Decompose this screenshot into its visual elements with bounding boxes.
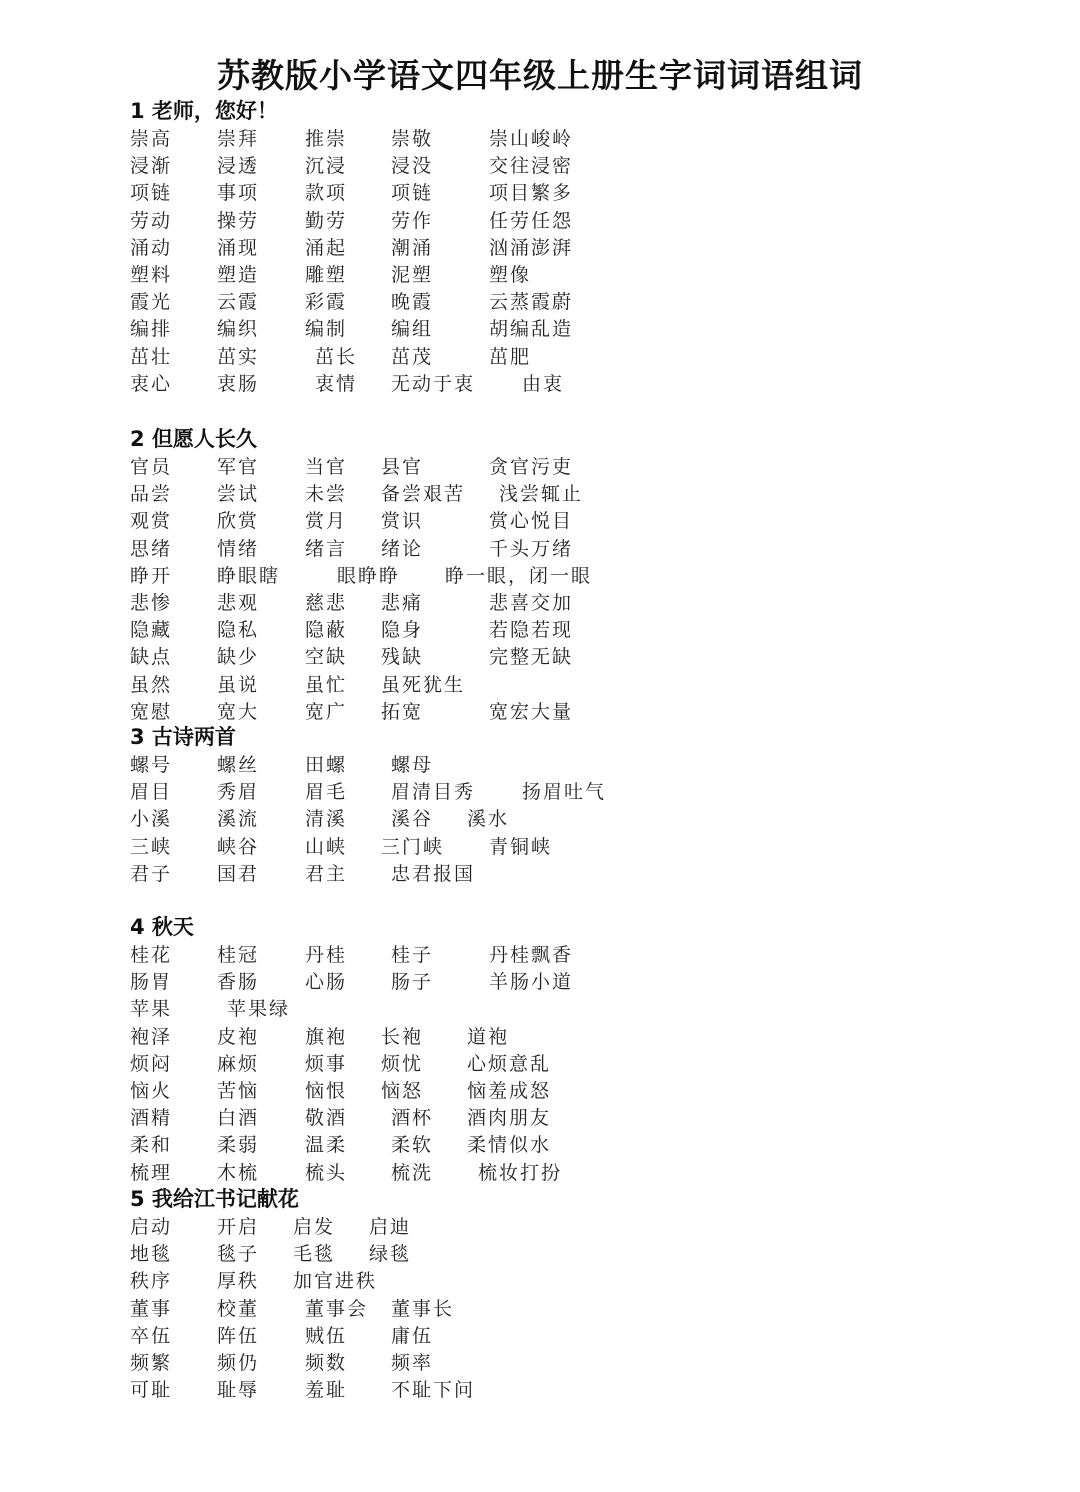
vocabulary-word: 欣赏	[217, 510, 260, 533]
vocabulary-word: 频率	[391, 1351, 434, 1374]
vocabulary-word: 勤劳	[305, 209, 348, 232]
vocabulary-word: 空缺	[305, 646, 348, 669]
vocabulary-word: 麻烦	[217, 1052, 260, 1075]
vocabulary-word: 阵伍	[217, 1324, 260, 1347]
word-row	[130, 1241, 412, 1268]
lesson-heading: 1 老师，您好！	[130, 99, 278, 123]
vocabulary-word: 丹桂飘香	[489, 944, 574, 966]
vocabulary-word: 梳头	[305, 1161, 348, 1184]
word-row	[130, 644, 574, 671]
vocabulary-word: 宽大	[217, 700, 260, 723]
lesson-section	[130, 912, 574, 1187]
vocabulary-word: 董事	[130, 1297, 173, 1320]
vocabulary-word: 恼火	[130, 1079, 173, 1102]
vocabulary-word: 肠胃	[130, 971, 173, 994]
word-row	[130, 779, 607, 806]
vocabulary-word: 崇高	[130, 128, 173, 150]
vocabulary-word: 云蒸霞蔚	[489, 291, 574, 314]
vocabulary-word: 长袍	[381, 1025, 424, 1048]
vocabulary-word: 赏识	[381, 510, 424, 533]
vocabulary-word: 频仍	[217, 1351, 260, 1374]
vocabulary-word: 泥塑	[391, 263, 434, 286]
vocabulary-word: 浸没	[391, 155, 434, 178]
vocabulary-word: 涌现	[217, 236, 260, 259]
vocabulary-word: 眉清目秀	[391, 781, 476, 804]
vocabulary-word: 任劳任怨	[489, 209, 574, 232]
word-row	[130, 806, 510, 833]
vocabulary-word: 溪流	[217, 808, 260, 831]
word-row	[130, 208, 574, 235]
word-row	[130, 508, 574, 535]
vocabulary-word: 沉浸	[305, 155, 348, 178]
vocabulary-word: 宽宏大量	[489, 700, 574, 723]
vocabulary-word: 恼羞成怒	[467, 1079, 552, 1102]
vocabulary-word: 塑造	[217, 263, 260, 286]
vocabulary-word: 虽忙	[305, 673, 348, 696]
vocabulary-word: 缺少	[217, 646, 260, 669]
vocabulary-word: 耻辱	[217, 1379, 260, 1402]
vocabulary-word: 浸渐	[130, 155, 173, 178]
vocabulary-word: 烦忧	[381, 1052, 424, 1075]
vocabulary-word: 千头万绪	[489, 537, 574, 560]
word-row	[130, 1105, 552, 1132]
word-row	[130, 371, 565, 398]
vocabulary-word: 睁一眼，闭一眼	[445, 564, 593, 587]
word-row	[130, 126, 574, 153]
vocabulary-word: 恼怒	[381, 1079, 424, 1102]
vocabulary-word: 溪谷	[391, 808, 434, 831]
vocabulary-word: 秀眉	[217, 781, 260, 804]
vocabulary-word: 峡谷	[217, 835, 260, 858]
vocabulary-word: 启发	[293, 1216, 336, 1238]
word-row	[130, 262, 532, 289]
word-row	[130, 180, 574, 207]
vocabulary-word: 皮袍	[217, 1025, 260, 1048]
vocabulary-word: 缺点	[130, 646, 173, 669]
vocabulary-word: 频繁	[130, 1351, 173, 1374]
word-row	[130, 153, 574, 180]
vocabulary-word: 地毯	[130, 1243, 173, 1266]
lesson-heading: 4 秋天	[130, 915, 194, 939]
vocabulary-word: 情绪	[217, 537, 260, 560]
vocabulary-word: 睁眼瞎	[217, 564, 281, 587]
vocabulary-word: 悲痛	[381, 591, 424, 614]
vocabulary-word: 敬酒	[305, 1107, 348, 1130]
word-row	[130, 1160, 563, 1187]
vocabulary-word: 山峡	[305, 835, 348, 858]
vocabulary-word: 隐藏	[130, 619, 173, 642]
word-row	[130, 235, 574, 262]
word-row	[130, 617, 574, 644]
vocabulary-word: 无动于衷	[391, 372, 476, 395]
vocabulary-word: 茁实	[217, 345, 260, 368]
vocabulary-word: 贼伍	[305, 1324, 348, 1347]
vocabulary-word: 眉毛	[305, 781, 348, 804]
vocabulary-word: 梳洗	[391, 1161, 434, 1184]
vocabulary-word: 眉目	[130, 781, 173, 804]
vocabulary-word: 启迪	[369, 1216, 412, 1238]
vocabulary-word: 茁长	[315, 345, 358, 368]
vocabulary-word: 厚秩	[217, 1270, 260, 1293]
vocabulary-word: 浅尝辄止	[499, 483, 584, 506]
vocabulary-word: 胡编乱造	[489, 318, 574, 341]
vocabulary-word: 心烦意乱	[467, 1052, 552, 1075]
vocabulary-word: 崇拜	[217, 128, 260, 150]
vocabulary-word: 涌动	[130, 236, 173, 259]
vocabulary-word: 心肠	[305, 971, 348, 994]
vocabulary-word: 香肠	[217, 971, 260, 994]
word-row	[130, 752, 434, 779]
vocabulary-word: 衷情	[315, 372, 358, 395]
vocabulary-word: 悲观	[217, 591, 260, 614]
vocabulary-word: 贪官污吏	[489, 456, 574, 478]
vocabulary-word: 酒肉朋友	[467, 1107, 552, 1130]
vocabulary-word: 交往浸密	[489, 155, 574, 178]
word-row	[130, 969, 574, 996]
word-row	[130, 1214, 412, 1241]
vocabulary-word: 桂花	[130, 944, 173, 966]
vocabulary-word: 项目繁多	[489, 182, 574, 205]
vocabulary-word: 衷肠	[217, 372, 260, 395]
vocabulary-word: 崇山峻岭	[489, 128, 574, 150]
vocabulary-word: 浸透	[217, 155, 260, 178]
vocabulary-word: 涌起	[305, 236, 348, 259]
vocabulary-word: 绪论	[381, 537, 424, 560]
vocabulary-word: 操劳	[217, 209, 260, 232]
vocabulary-word: 庸伍	[391, 1324, 434, 1347]
vocabulary-word: 项链	[391, 182, 434, 205]
vocabulary-word: 推崇	[305, 128, 348, 150]
word-row	[130, 834, 553, 861]
vocabulary-word: 桂冠	[217, 944, 260, 966]
word-row	[130, 481, 584, 508]
vocabulary-word: 三门峡	[381, 835, 445, 858]
vocabulary-word: 烦事	[305, 1052, 348, 1075]
word-row	[130, 590, 574, 617]
vocabulary-word: 由衷	[522, 372, 565, 395]
vocabulary-word: 秩序	[130, 1270, 173, 1293]
vocabulary-word: 虽死犹生	[381, 673, 466, 696]
vocabulary-word: 观赏	[130, 510, 173, 533]
vocabulary-word: 溪水	[467, 808, 510, 831]
lesson-section	[130, 1184, 476, 1404]
vocabulary-word: 袍泽	[130, 1025, 173, 1048]
vocabulary-word: 云霞	[217, 291, 260, 314]
vocabulary-word: 启动	[130, 1216, 173, 1238]
vocabulary-word: 绪言	[305, 537, 348, 560]
vocabulary-word: 木梳	[217, 1161, 260, 1184]
vocabulary-word: 未尝	[305, 483, 348, 506]
vocabulary-word: 品尝	[130, 483, 173, 506]
vocabulary-word: 宽慰	[130, 700, 173, 723]
word-row	[130, 1350, 434, 1377]
vocabulary-word: 劳动	[130, 209, 173, 232]
vocabulary-word: 苦恼	[217, 1079, 260, 1102]
word-row	[130, 563, 593, 590]
word-row	[130, 1323, 434, 1350]
lesson-heading: 5 我给江书记献花	[130, 1187, 299, 1211]
vocabulary-word: 塑料	[130, 263, 173, 286]
vocabulary-word: 温柔	[305, 1134, 348, 1157]
vocabulary-word: 丹桂	[305, 944, 348, 966]
vocabulary-word: 拓宽	[381, 700, 424, 723]
vocabulary-word: 潮涌	[391, 236, 434, 259]
vocabulary-word: 绿毯	[369, 1243, 412, 1266]
vocabulary-word: 小溪	[130, 808, 173, 831]
vocabulary-word: 羞耻	[305, 1379, 348, 1402]
word-row	[130, 289, 574, 316]
vocabulary-word: 螺丝	[217, 754, 260, 776]
vocabulary-word: 恼恨	[305, 1079, 348, 1102]
vocabulary-word: 柔弱	[217, 1134, 260, 1157]
vocabulary-word: 苹果	[130, 998, 173, 1021]
vocabulary-word: 梳理	[130, 1161, 173, 1184]
vocabulary-word: 虽说	[217, 673, 260, 696]
word-row	[130, 1024, 510, 1051]
vocabulary-word: 军官	[217, 456, 260, 478]
word-row	[130, 942, 574, 969]
word-row	[130, 1132, 552, 1159]
vocabulary-word: 编制	[305, 318, 348, 341]
vocabulary-word: 酒精	[130, 1107, 173, 1130]
vocabulary-word: 田螺	[305, 754, 348, 776]
vocabulary-word: 董事长	[391, 1297, 455, 1320]
vocabulary-word: 校董	[217, 1297, 260, 1320]
vocabulary-word: 悲喜交加	[489, 591, 574, 614]
vocabulary-word: 编组	[391, 318, 434, 341]
word-row	[130, 1377, 476, 1404]
vocabulary-word: 睁开	[130, 564, 173, 587]
vocabulary-word: 毯子	[217, 1243, 260, 1266]
vocabulary-word: 三峡	[130, 835, 173, 858]
vocabulary-word: 烦闷	[130, 1052, 173, 1075]
vocabulary-word: 晚霞	[391, 291, 434, 314]
vocabulary-word: 悲惨	[130, 591, 173, 614]
vocabulary-word: 当官	[305, 456, 348, 478]
vocabulary-word: 雕塑	[305, 263, 348, 286]
vocabulary-word: 赏月	[305, 510, 348, 533]
word-row	[130, 344, 532, 371]
vocabulary-word: 隐蔽	[305, 619, 348, 642]
vocabulary-word: 尝试	[217, 483, 260, 506]
vocabulary-word: 慈悲	[305, 591, 348, 614]
word-row	[130, 536, 574, 563]
vocabulary-word: 频数	[305, 1351, 348, 1374]
vocabulary-word: 道袍	[467, 1025, 510, 1048]
vocabulary-word: 可耻	[130, 1379, 173, 1402]
vocabulary-word: 县官	[381, 456, 424, 478]
vocabulary-word: 毛毯	[293, 1243, 336, 1266]
vocabulary-word: 清溪	[305, 808, 348, 831]
vocabulary-word: 桂子	[391, 944, 434, 966]
vocabulary-word: 螺号	[130, 754, 173, 776]
vocabulary-word: 备尝艰苦	[381, 483, 466, 506]
word-row	[130, 861, 476, 888]
vocabulary-word: 开启	[217, 1216, 260, 1238]
vocabulary-word: 柔软	[391, 1134, 434, 1157]
vocabulary-word: 柔情似水	[467, 1134, 552, 1157]
vocabulary-word: 劳作	[391, 209, 434, 232]
vocabulary-word: 柔和	[130, 1134, 173, 1157]
vocabulary-word: 茁壮	[130, 345, 173, 368]
word-row	[130, 672, 466, 699]
vocabulary-word: 隐身	[381, 619, 424, 642]
vocabulary-word: 董事会	[305, 1297, 369, 1320]
vocabulary-word: 编织	[217, 318, 260, 341]
vocabulary-word: 卒伍	[130, 1324, 173, 1347]
lesson-section	[130, 722, 607, 888]
word-row	[130, 1296, 455, 1323]
lesson-section	[130, 424, 593, 726]
vocabulary-word: 国君	[217, 862, 260, 885]
vocabulary-word: 事项	[217, 182, 260, 205]
vocabulary-word: 茁肥	[489, 345, 532, 368]
vocabulary-word: 梳妆打扮	[478, 1161, 563, 1184]
vocabulary-word: 忠君报国	[391, 862, 476, 885]
vocabulary-word: 眼睁睁	[337, 564, 401, 587]
vocabulary-word: 肠子	[391, 971, 434, 994]
word-row	[130, 316, 574, 343]
word-row	[130, 454, 574, 481]
vocabulary-word: 青铜峡	[489, 835, 553, 858]
vocabulary-word: 隐私	[217, 619, 260, 642]
vocabulary-word: 若隐若现	[489, 619, 574, 642]
vocabulary-word: 官员	[130, 456, 173, 478]
document-title: 苏教版小学语文四年级上册生字词词语组词	[217, 56, 863, 95]
vocabulary-word: 项链	[130, 182, 173, 205]
vocabulary-word: 羊肠小道	[489, 971, 574, 994]
lesson-heading: 2 但愿人长久	[130, 427, 257, 451]
word-row	[130, 996, 291, 1023]
lesson-heading: 3 古诗两首	[130, 725, 236, 749]
vocabulary-word: 茁茂	[391, 345, 434, 368]
vocabulary-word: 螺母	[391, 754, 434, 776]
vocabulary-word: 汹涌澎湃	[489, 236, 574, 259]
vocabulary-word: 宽广	[305, 700, 348, 723]
vocabulary-word: 酒杯	[391, 1107, 434, 1130]
vocabulary-word: 苹果绿	[227, 998, 291, 1021]
vocabulary-word: 虽然	[130, 673, 173, 696]
vocabulary-word: 塑像	[489, 263, 532, 286]
word-row	[130, 1078, 552, 1105]
vocabulary-word: 衷心	[130, 372, 173, 395]
vocabulary-word: 残缺	[381, 646, 424, 669]
vocabulary-word: 款项	[305, 182, 348, 205]
vocabulary-word: 不耻下问	[391, 1379, 476, 1402]
vocabulary-word: 思绪	[130, 537, 173, 560]
vocabulary-word: 旗袍	[305, 1025, 348, 1048]
lesson-section	[130, 96, 574, 398]
vocabulary-word: 白酒	[217, 1107, 260, 1130]
vocabulary-word: 崇敬	[391, 128, 434, 150]
vocabulary-word: 完整无缺	[489, 646, 574, 669]
word-row	[130, 1268, 378, 1295]
vocabulary-word: 扬眉吐气	[522, 781, 607, 804]
vocabulary-word: 编排	[130, 318, 173, 341]
vocabulary-word: 赏心悦目	[489, 510, 574, 533]
word-row	[130, 1051, 552, 1078]
vocabulary-word: 霞光	[130, 291, 173, 314]
vocabulary-word: 君子	[130, 862, 173, 885]
vocabulary-word: 彩霞	[305, 291, 348, 314]
vocabulary-word: 加官进秩	[293, 1270, 378, 1293]
vocabulary-word: 君主	[305, 862, 348, 885]
